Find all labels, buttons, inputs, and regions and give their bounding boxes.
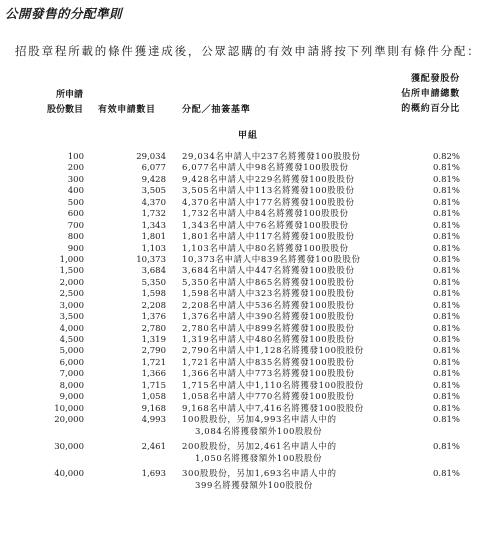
cell-shares-applied: 3,500: [59, 312, 84, 323]
table-row: [0, 346, 496, 357]
cell-shares-applied: 8,000: [59, 380, 84, 391]
table-row: [0, 312, 496, 323]
cell-approx-percentage: 0.81%: [432, 369, 460, 380]
cell-approx-percentage: 0.81%: [432, 254, 460, 265]
cell-approx-percentage: 0.81%: [432, 392, 460, 403]
intro-paragraph: 招股章程所載的條件獲達成後，公眾認購的有效申請將按下列準則有條件分配：: [15, 44, 481, 58]
cell-allocation-basis: 9,428名申請人中229名將獲發100股股份: [182, 174, 355, 185]
cell-approx-percentage: 0.81%: [432, 174, 460, 185]
table-row: [0, 301, 496, 312]
cell-allocation-basis-continued: 1,050名將獲發額外100股股份: [195, 453, 323, 464]
cell-shares-applied: 1,000: [59, 254, 84, 265]
header-pct-line: 佔所申請總數: [401, 89, 460, 99]
table-row: [0, 266, 496, 277]
cell-approx-percentage: 0.81%: [432, 289, 460, 300]
cell-allocation-basis: 9,168名申請人中7,416名將獲發100股股份: [182, 403, 364, 414]
table-row: [0, 358, 496, 369]
cell-shares-applied: 7,000: [59, 369, 84, 380]
cell-approx-percentage: 0.82%: [432, 152, 460, 162]
cell-allocation-basis: 3,684名申請人中447名將獲發100股股份: [182, 266, 355, 277]
cell-shares-applied: 2,500: [59, 289, 84, 300]
cell-shares-applied: 30,000: [54, 442, 84, 453]
cell-valid-applications: 1,319: [141, 335, 166, 345]
cell-approx-percentage: 0.81%: [432, 243, 460, 254]
table-row: [0, 415, 496, 442]
table-row: [0, 369, 496, 380]
cell-allocation-basis-continued: 3,084名將獲發額外100股股份: [195, 426, 323, 437]
cell-approx-percentage: 0.81%: [432, 163, 460, 174]
cell-valid-applications: 9,168: [141, 403, 166, 414]
cell-valid-applications: 2,790: [141, 346, 166, 357]
cell-allocation-basis: 2,790名申請人中1,128名將獲發100股股份: [182, 346, 364, 357]
cell-allocation-basis-continued: 399名將獲發額外100股股份: [195, 480, 313, 491]
cell-allocation-basis: 200股股份，另加2,461名申請人中的: [182, 442, 337, 453]
cell-valid-applications: 1,376: [141, 312, 166, 323]
cell-shares-applied: 20,000: [54, 415, 84, 426]
table-row: [0, 163, 496, 174]
cell-valid-applications: 1,103: [141, 243, 166, 254]
group-label: 甲組: [237, 131, 258, 141]
cell-shares-applied: 500: [67, 197, 84, 208]
cell-valid-applications: 2,780: [141, 323, 166, 334]
cell-approx-percentage: 0.81%: [432, 403, 460, 414]
header-shares-line: 股份數目: [46, 105, 83, 115]
table-row: [0, 278, 496, 289]
cell-shares-applied: 400: [67, 186, 84, 197]
header-pct-line: 的概約百分比: [401, 104, 460, 114]
table-row: [0, 324, 496, 335]
cell-shares-applied: 4,000: [59, 323, 84, 334]
cell-allocation-basis: 5,350名申請人中865名將獲發100股股份: [182, 277, 355, 288]
cell-shares-applied: 200: [67, 163, 84, 174]
header-shares-applied: [47, 88, 83, 118]
table-row: [0, 335, 496, 346]
cell-allocation-basis: 1,732名申請人中84名將獲發100股股份: [182, 209, 349, 220]
cell-valid-applications: 1,598: [141, 289, 166, 300]
cell-valid-applications: 4,993: [141, 415, 166, 426]
cell-approx-percentage: 0.81%: [432, 357, 460, 368]
cell-approx-percentage: 0.81%: [432, 312, 460, 323]
table-row: [0, 244, 496, 255]
cell-approx-percentage: 0.81%: [432, 266, 460, 277]
cell-allocation-basis: 1,801名申請人中117名將獲發100股股份: [182, 232, 355, 243]
cell-allocation-basis: 3,505名申請人中113名將獲發100股股份: [182, 186, 355, 197]
cell-valid-applications: 29,034: [136, 152, 166, 162]
header-allocation-basis: 分配／抽簽基準: [182, 105, 251, 115]
header-shares-line: 所申請: [55, 90, 83, 100]
cell-valid-applications: 6,077: [141, 163, 166, 174]
cell-shares-applied: 800: [67, 232, 84, 243]
table-row: [0, 152, 496, 163]
cell-approx-percentage: 0.81%: [432, 415, 460, 426]
table-row: [0, 289, 496, 300]
cell-valid-applications: 1,715: [141, 380, 166, 391]
cell-approx-percentage: 0.81%: [432, 209, 460, 220]
cell-allocation-basis: 1,721名申請人中835名將獲發100股股份: [182, 357, 355, 368]
table-row: [0, 404, 496, 415]
header-pct-line: 獲配發股份: [410, 74, 460, 84]
table-row: [0, 209, 496, 220]
table-row: [0, 442, 496, 469]
cell-approx-percentage: 0.81%: [432, 220, 460, 231]
cell-allocation-basis: 100股股份，另加4,993名申請人中的: [182, 415, 337, 426]
allocation-table: [0, 152, 496, 496]
cell-allocation-basis: 4,370名申請人中177名將獲發100股股份: [182, 197, 355, 208]
section-title: 公開發售的分配準則: [5, 6, 123, 21]
table-row: [0, 175, 496, 186]
cell-shares-applied: 6,000: [59, 357, 84, 368]
cell-valid-applications: 1,721: [141, 357, 166, 368]
cell-shares-applied: 700: [67, 220, 84, 231]
cell-shares-applied: 2,000: [59, 277, 84, 288]
cell-allocation-basis: 2,780名申請人中899名將獲發100股股份: [182, 323, 355, 334]
cell-valid-applications: 3,684: [141, 266, 166, 277]
cell-allocation-basis: 1,366名申請人中773名將獲發100股股份: [182, 369, 355, 380]
cell-valid-applications: 1,343: [141, 220, 166, 231]
cell-valid-applications: 10,373: [136, 254, 166, 265]
cell-valid-applications: 1,732: [141, 209, 166, 220]
cell-approx-percentage: 0.81%: [432, 277, 460, 288]
cell-approx-percentage: 0.81%: [432, 346, 460, 357]
cell-shares-applied: 10,000: [54, 403, 84, 414]
cell-valid-applications: 1,801: [141, 232, 166, 243]
cell-allocation-basis: 1,376名申請人中390名將獲發100股股份: [182, 312, 355, 323]
header-approx-percentage: [401, 72, 460, 117]
cell-allocation-basis: 1,058名申請人中770名將獲發100股股份: [182, 392, 355, 403]
table-row: [0, 381, 496, 392]
cell-valid-applications: 3,505: [141, 186, 166, 197]
cell-allocation-basis: 10,373名申請人中839名將獲發100股股份: [182, 254, 361, 265]
cell-shares-applied: 5,000: [59, 346, 84, 357]
cell-shares-applied: 900: [67, 243, 84, 254]
cell-allocation-basis: 6,077名申請人中98名將獲發100股股份: [182, 163, 349, 174]
cell-allocation-basis: 1,598名申請人中323名將獲發100股股份: [182, 289, 355, 300]
table-row: [0, 232, 496, 243]
cell-valid-applications: 1,366: [141, 369, 166, 380]
table-row: [0, 469, 496, 496]
cell-allocation-basis: 1,319名申請人中480名將獲發100股股份: [182, 335, 355, 345]
cell-approx-percentage: 0.81%: [432, 469, 460, 480]
table-row: [0, 198, 496, 209]
cell-approx-percentage: 0.81%: [432, 300, 460, 311]
cell-approx-percentage: 0.81%: [432, 442, 460, 453]
table-row: [0, 255, 496, 266]
cell-approx-percentage: 0.81%: [432, 335, 460, 345]
cell-valid-applications: 5,350: [141, 277, 166, 288]
cell-shares-applied: 9,000: [59, 392, 84, 403]
cell-approx-percentage: 0.81%: [432, 186, 460, 197]
cell-allocation-basis: 1,715名申請人中1,110名將獲發100股股份: [182, 380, 364, 391]
cell-valid-applications: 4,370: [141, 197, 166, 208]
cell-valid-applications: 2,461: [141, 442, 166, 453]
cell-shares-applied: 3,000: [59, 300, 84, 311]
cell-valid-applications: 2,208: [141, 300, 166, 311]
cell-approx-percentage: 0.81%: [432, 323, 460, 334]
cell-valid-applications: 1,058: [141, 392, 166, 403]
cell-shares-applied: 600: [67, 209, 84, 220]
cell-allocation-basis: 300股股份，另加1,693名申請人中的: [182, 469, 337, 480]
table-row: [0, 392, 496, 403]
cell-valid-applications: 1,693: [141, 469, 166, 480]
table-row: [0, 186, 496, 197]
cell-shares-applied: 1,500: [59, 266, 84, 277]
cell-allocation-basis: 1,103名申請人中80名將獲發100股股份: [182, 243, 349, 254]
cell-shares-applied: 40,000: [54, 469, 84, 480]
cell-allocation-basis: 1,343名申請人中76名將獲發100股股份: [182, 220, 349, 231]
cell-approx-percentage: 0.81%: [432, 380, 460, 391]
cell-allocation-basis: 2,208名申請人中536名將獲發100股股份: [182, 300, 355, 311]
cell-approx-percentage: 0.81%: [432, 232, 460, 243]
cell-shares-applied: 4,500: [59, 335, 84, 345]
cell-approx-percentage: 0.81%: [432, 197, 460, 208]
cell-valid-applications: 9,428: [141, 174, 166, 185]
cell-allocation-basis: 29,034名申請人中237名將獲發100股股份: [182, 152, 361, 162]
header-valid-applications: 有效申請數目: [98, 105, 156, 115]
cell-shares-applied: 100: [67, 152, 84, 162]
table-row: [0, 221, 496, 232]
cell-shares-applied: 300: [67, 174, 84, 185]
